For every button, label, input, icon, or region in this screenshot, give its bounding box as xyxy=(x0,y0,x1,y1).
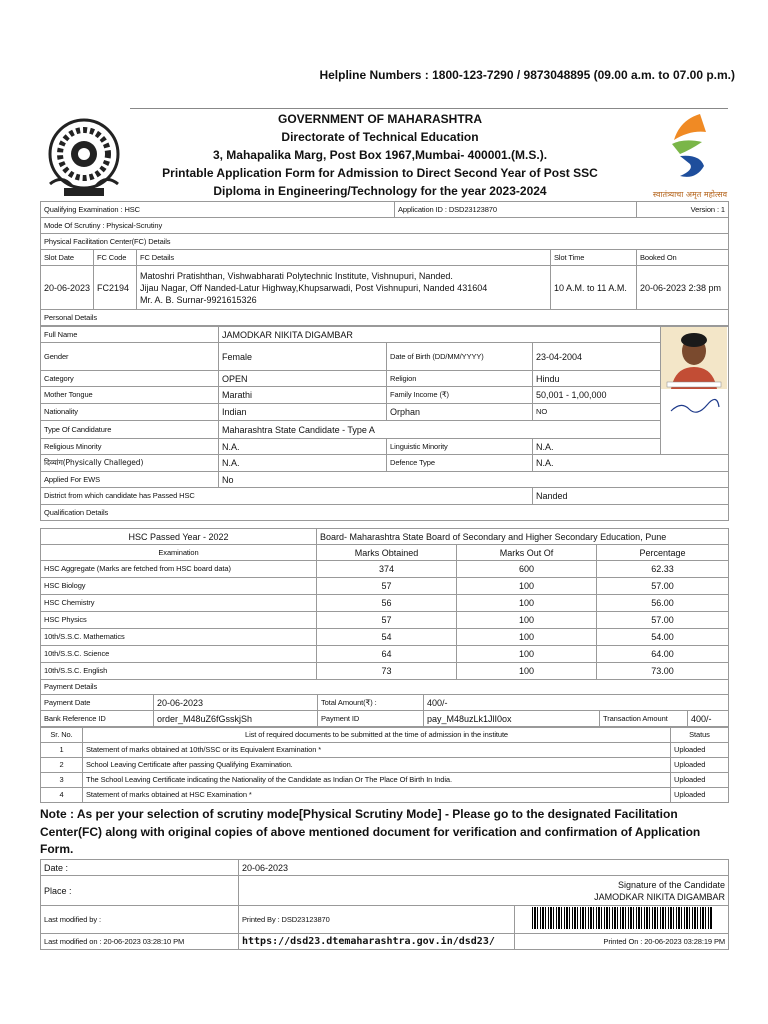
document-name: Statement of marks obtained at HSC Examination * xyxy=(83,788,671,803)
sr-no: 1 xyxy=(41,743,83,758)
fc-slot-date-header: Slot Date xyxy=(41,250,94,266)
religion-value: Hindu xyxy=(533,371,661,387)
payment-details-title: Payment Details xyxy=(41,680,729,695)
category-value: OPEN xyxy=(219,371,387,387)
family-income-value: 50,001 - 1,00,000 xyxy=(533,387,661,404)
transaction-amount-label: Transaction Amount xyxy=(600,711,688,727)
table-row xyxy=(41,743,729,758)
document-name: The School Leaving Certificate indicating the Nationality of the Candidate as Indian Or The Place Of Birth In India. xyxy=(83,773,671,788)
nationality-label: Nationality xyxy=(41,404,219,421)
marks-obtained: 56 xyxy=(317,595,457,612)
category-label: Category xyxy=(41,371,219,387)
sr-no-header: Sr. No. xyxy=(41,728,83,743)
fc-details-header: FC Details xyxy=(137,250,551,266)
payment-id-label: Payment ID xyxy=(318,711,424,727)
nationality-value: Indian xyxy=(219,404,387,421)
exam-name: 10th/S.S.C. English xyxy=(41,663,317,680)
dob-value: 23-04-2004 xyxy=(533,343,661,371)
marks-obtained: 57 xyxy=(317,578,457,595)
payment-table xyxy=(40,694,729,727)
fc-details-line-2: Jijau Nagar, Off Nanded-Latur Highway,Khupsarwadi, Post Vishnupuri, Nanded 431604 xyxy=(140,282,488,293)
fc-details xyxy=(137,266,551,310)
portal-url-link[interactable]: https://dsd23.dtemaharashtra.gov.in/dsd23/ xyxy=(239,934,515,950)
document-status: Uploaded xyxy=(671,773,729,788)
payment-date-value: 20-06-2023 xyxy=(154,695,318,711)
header-line-2: Directorate of Technical Education xyxy=(281,130,479,144)
religion-label: Religion xyxy=(387,371,533,387)
sr-no: 4 xyxy=(41,788,83,803)
signature-label: Signature of the Candidate xyxy=(617,879,726,890)
district-value: Nanded xyxy=(533,488,729,505)
marks-out-of: 100 xyxy=(457,663,597,680)
percentage: 73.00 xyxy=(597,663,729,680)
table-row xyxy=(41,578,729,595)
mother-tongue-value: Marathi xyxy=(219,387,387,404)
district-label: District from which candidate has Passed HSC xyxy=(41,488,533,505)
header-line-1: GOVERNMENT OF MAHARASHTRA xyxy=(278,112,482,126)
table-row xyxy=(41,612,729,629)
document-status: Uploaded xyxy=(671,758,729,773)
marks-obtained: 54 xyxy=(317,629,457,646)
fc-booked-on: 20-06-2023 2:38 pm xyxy=(637,266,729,310)
fc-booked-on-header: Booked On xyxy=(637,250,729,266)
payment-id-value: pay_M48uzLk1JlI0ox xyxy=(424,711,600,727)
religious-minority-value: N.A. xyxy=(219,439,387,455)
religious-minority-label: Religious Minority xyxy=(41,439,219,455)
signature-block xyxy=(239,876,729,906)
linguistic-minority-value: N.A. xyxy=(533,439,661,455)
qualification-header-row xyxy=(41,545,729,561)
place-label: Place : xyxy=(41,876,239,906)
marks-out-of: 100 xyxy=(457,578,597,595)
percentage-header: Percentage xyxy=(597,545,729,561)
total-amount-label: Total Amount(₹) : xyxy=(318,695,424,711)
last-modified-by: Last modified by : xyxy=(41,906,239,934)
ews-value: No xyxy=(219,472,729,488)
gender-value: Female xyxy=(219,343,387,371)
family-income-label: Family Income (₹) xyxy=(387,387,533,404)
table-row xyxy=(41,758,729,773)
marks-out-of: 100 xyxy=(457,646,597,663)
marks-out-of: 100 xyxy=(457,629,597,646)
exam-name: HSC Aggregate (Marks are fetched from HSC board data) xyxy=(41,561,317,578)
dob-label: Date of Birth (DD/MM/YYYY) xyxy=(387,343,533,371)
table-row xyxy=(41,629,729,646)
footer-table xyxy=(40,859,729,950)
candidature-value: Maharashtra State Candidate - Type A xyxy=(219,421,661,439)
fc-code: FC2194 xyxy=(94,266,137,310)
exam-name: 10th/S.S.C. Mathematics xyxy=(41,629,317,646)
table-row xyxy=(41,595,729,612)
header-rule xyxy=(130,108,728,109)
marks-obtained: 57 xyxy=(317,612,457,629)
orphan-label: Orphan xyxy=(387,404,533,421)
barcode-icon xyxy=(532,907,712,929)
scrutiny-note: Note : As per your selection of scrutiny mode[Physical Scrutiny Mode] - Please go to the designated Facilitation Center(FC) along with original copies of above mentioned document for verification and confirmation of Application Form. xyxy=(40,807,701,856)
transaction-amount-value: 400/- xyxy=(688,711,729,727)
sr-no: 2 xyxy=(41,758,83,773)
board-name: Board- Maharashtra State Board of Secondary and Higher Secondary Education, Pune xyxy=(317,529,729,545)
bank-reference-label: Bank Reference ID xyxy=(41,711,154,727)
percentage: 62.33 xyxy=(597,561,729,578)
exam-name: HSC Physics xyxy=(41,612,317,629)
examination-header: Examination xyxy=(41,545,317,561)
table-row xyxy=(41,663,729,680)
marks-out-of: 100 xyxy=(457,595,597,612)
exam-name: HSC Chemistry xyxy=(41,595,317,612)
document-status: Uploaded xyxy=(671,788,729,803)
printed-by: Printed By : DSD23123870 xyxy=(239,906,515,934)
mother-tongue-label: Mother Tongue xyxy=(41,387,219,404)
document-status: Uploaded xyxy=(671,743,729,758)
marks-obtained: 374 xyxy=(317,561,457,578)
table-row xyxy=(41,773,729,788)
defence-type-label: Defence Type xyxy=(387,455,533,472)
header-line-5: Diploma in Engineering/Technology for the year 2023-2024 xyxy=(213,184,547,198)
exam-name: 10th/S.S.C. Science xyxy=(41,646,317,663)
fc-details-line-1: Matoshri Pratishthan, Vishwabharati Polytechnic Institute, Vishnupuri, Nanded. xyxy=(140,270,453,281)
printed-on: Printed On : 20-06-2023 03:28:19 PM xyxy=(515,934,729,950)
logo-caption: स्वातंत्र्याचा अमृत महोत्सव xyxy=(652,190,728,199)
marks-obtained: 64 xyxy=(317,646,457,663)
qualifying-examination: Qualifying Examination : HSC xyxy=(41,202,395,218)
orphan-value: NO xyxy=(533,404,661,421)
last-modified-on: Last modified on : 20-06-2023 03:28:10 PM xyxy=(41,934,239,950)
signature-name: JAMODKAR NIKITA DIGAMBAR xyxy=(594,891,726,902)
exam-name: HSC Biology xyxy=(41,578,317,595)
fc-details-line-3: Mr. A. B. Surnar-9921615326 xyxy=(140,294,257,305)
fc-code-header: FC Code xyxy=(94,250,137,266)
divyang-label: दिव्यांग(Physically Challeged) xyxy=(41,455,219,472)
document-name: School Leaving Certificate after passing Qualifying Examination. xyxy=(83,758,671,773)
total-amount-value: 400/- xyxy=(424,695,729,711)
percentage: 64.00 xyxy=(597,646,729,663)
date-label: Date : xyxy=(41,860,239,876)
table-row xyxy=(41,561,729,578)
percentage: 54.00 xyxy=(597,629,729,646)
mode-of-scrutiny: Mode Of Scrutiny : Physical-Scrutiny xyxy=(41,218,729,234)
helpline-numbers: Helpline Numbers : 1800-123-7290 / 9873048895 (09.00 a.m. to 07.00 p.m.) xyxy=(319,68,735,82)
fc-slot-time: 10 A.M. to 11 A.M. xyxy=(551,266,637,310)
document-list-header: List of required documents to be submitted at the time of admission in the institute xyxy=(83,728,671,743)
application-id: Application ID : DSD23123870 xyxy=(395,202,637,218)
fc-details-title: Physical Facilitation Center(FC) Details xyxy=(41,234,729,250)
date-value: 20-06-2023 xyxy=(239,860,729,876)
marks-out-of-header: Marks Out Of xyxy=(457,545,597,561)
marks-obtained: 73 xyxy=(317,663,457,680)
hsc-passed-year: HSC Passed Year - 2022 xyxy=(41,529,317,545)
azadi-amrit-mahotsav-logo xyxy=(650,110,730,200)
dte-emblem-icon xyxy=(42,114,126,198)
fc-slot-date: 20-06-2023 xyxy=(41,266,94,310)
gender-label: Gender xyxy=(41,343,219,371)
qualification-table xyxy=(40,528,729,695)
table-row xyxy=(41,646,729,663)
fc-slot-time-header: Slot Time xyxy=(551,250,637,266)
percentage: 57.00 xyxy=(597,578,729,595)
bank-reference-value: order_M48uZ6fGsskjSh xyxy=(154,711,318,727)
candidate-photo-cell xyxy=(661,327,729,455)
marks-out-of: 100 xyxy=(457,612,597,629)
qualification-details-title: Qualification Details xyxy=(41,505,729,521)
percentage: 57.00 xyxy=(597,612,729,629)
amrit-mahotsav-icon xyxy=(650,110,730,184)
form-header xyxy=(40,108,728,200)
version: Version : 1 xyxy=(637,202,729,218)
status-header: Status xyxy=(671,728,729,743)
candidate-photo-icon xyxy=(661,327,727,423)
header-line-4: Printable Application Form for Admission to Direct Second Year of Post SSC xyxy=(162,166,598,180)
header-line-3: 3, Mahapalika Marg, Post Box 1967,Mumbai- 400001.(M.S.). xyxy=(212,148,548,162)
personal-details-title: Personal Details xyxy=(41,310,729,326)
header-text xyxy=(140,110,620,200)
barcode-cell xyxy=(515,906,729,934)
marks-obtained-header: Marks Obtained xyxy=(317,545,457,561)
personal-details-table xyxy=(40,326,729,521)
full-name-label: Full Name xyxy=(41,327,219,343)
defence-type-value: N.A. xyxy=(533,455,729,472)
application-info-table xyxy=(40,201,729,326)
table-row xyxy=(41,788,729,803)
full-name-value: JAMODKAR NIKITA DIGAMBAR xyxy=(219,327,661,343)
percentage: 56.00 xyxy=(597,595,729,612)
sr-no: 3 xyxy=(41,773,83,788)
divyang-value: N.A. xyxy=(219,455,387,472)
payment-date-label: Payment Date xyxy=(41,695,154,711)
candidature-label: Type Of Candidature xyxy=(41,421,219,439)
marks-out-of: 600 xyxy=(457,561,597,578)
ews-label: Applied For EWS xyxy=(41,472,219,488)
linguistic-minority-label: Linguistic Minority xyxy=(387,439,533,455)
document-name: Statement of marks obtained at 10th/SSC or its Equivalent Examination * xyxy=(83,743,671,758)
documents-table xyxy=(40,727,729,803)
